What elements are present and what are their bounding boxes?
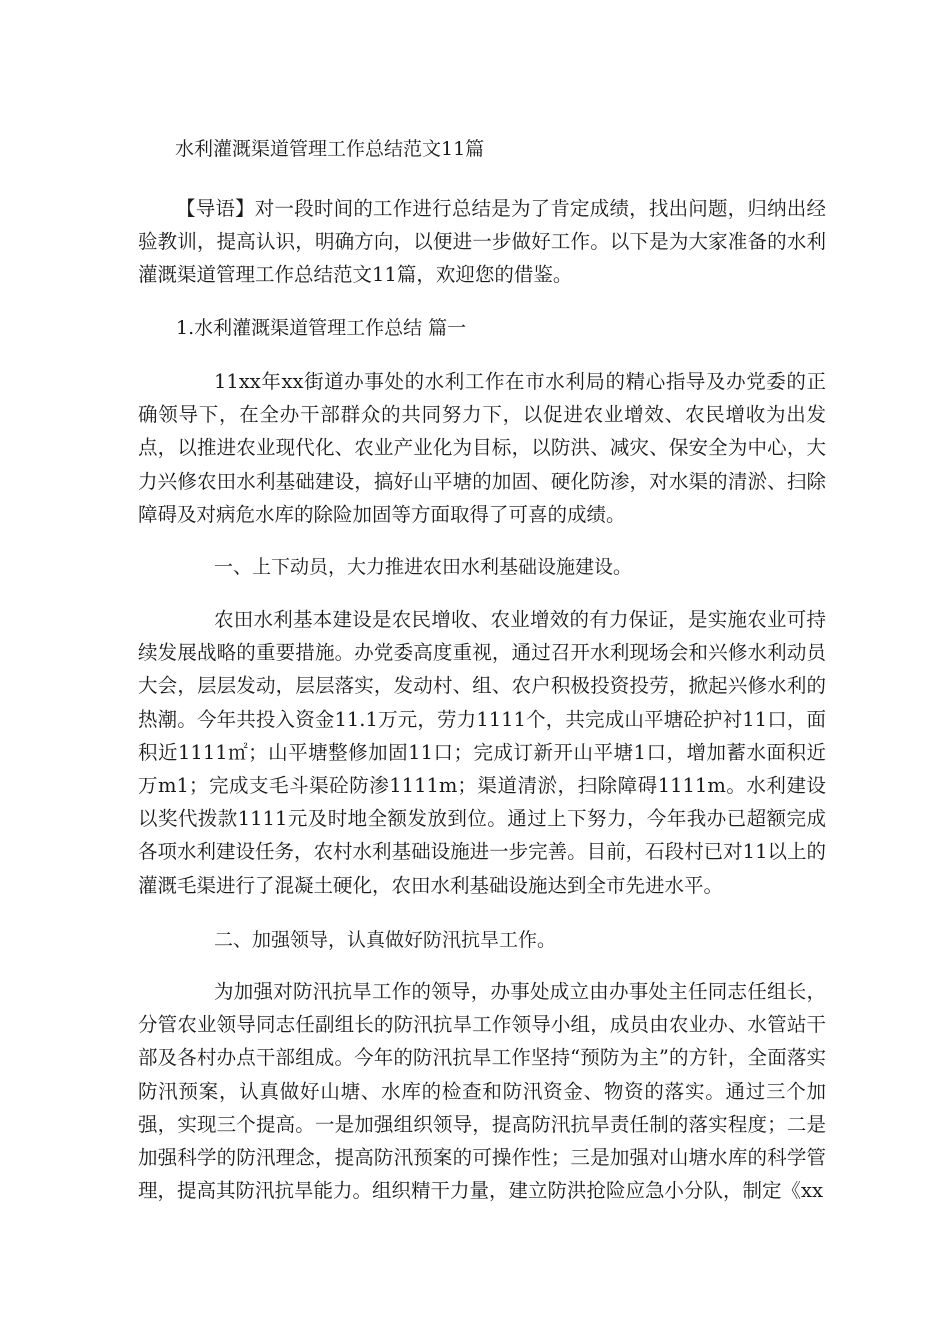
body-paragraph-2: 农田水利基本建设是农民增收、农业增效的有力保证，是实施农业可持续发展战略的重要措施。办党委高度重视，通过召开水利现场会和兴修水利动员大会，层层发动，层层落实，发动村、组、农户积极投资投劳，掀起兴修水利的热潮。今年共投入资金11.1万元，劳力1111个，共完成山平塘砼护衬11口，面积近1111㎡；山平塘整修加固11口；完成订新开山平塘1口，增加蓄水面积近万m1；完成支毛斗渠砼防渗1111m；渠道清淤，扫除障碍1111m。水利建设以奖代拨款1111元及时地全额发放到位。通过上下努力，今年我办已超额完成各项水利建设任务，农村水利基础设施进一步完善。目前，石段村已对11以上的灌溉毛渠进行了混凝土硬化，农田水利基础设施达到全市先进水平。 bbox=[138, 608, 826, 897]
document-title: 水利灌溉渠道管理工作总结范文11篇 bbox=[175, 138, 485, 160]
body-paragraph-1: 11xx年xx街道办事处的水利工作在市水利局的精心指导及办党委的正确领导下，在全办干部群众的共同努力下，以促进农业增效、农民增收为出发点，以推进农业现代化、农业产业化为目标，以防洪、减灾、保安全为中心，大力兴修农田水利基础建设，搞好山平塘的加固、硬化防渗，对水渠的清淤、扫除障碍及对病危水库的除险加固等方面取得了可喜的成绩。 bbox=[138, 370, 826, 526]
section-heading-1: 1.水利灌溉渠道管理工作总结 篇一 bbox=[176, 317, 467, 339]
intro-paragraph: 【导语】对一段时间的工作进行总结是为了肯定成绩，找出问题，归纳出经验教训，提高认识，明确方向，以便进一步做好工作。以下是为大家准备的水利灌溉渠道管理工作总结范文11篇，欢迎您的借鉴。 bbox=[138, 197, 826, 287]
subsection-heading-1: 一、上下动员，大力推进农田水利基础设施建设。 bbox=[214, 556, 633, 578]
subsection-heading-2: 二、加强领导，认真做好防汛抗旱工作。 bbox=[214, 929, 557, 951]
body-paragraph-3: 为加强对防汛抗旱工作的领导，办事处成立由办事处主任同志任组长，分管农业领导同志任副组长的防汛抗旱工作领导小组，成员由农业办、水管站干部及各村办点干部组成。今年的防汛抗旱工作坚持“预防为主”的方针，全面落实防汛预案，认真做好山塘、水库的检查和防汛资金、物资的落实。通过三个加强，实现三个提高。一是加强组织领导，提高防汛抗旱责任制的落实程度；二是加强科学的防汛理念，提高防汛预案的可操作性；三是加强对山塘水库的科学管理，提高其防汛抗旱能力。组织精干力量，建立防洪抢险应急小分队，制定《xx bbox=[138, 980, 826, 1203]
